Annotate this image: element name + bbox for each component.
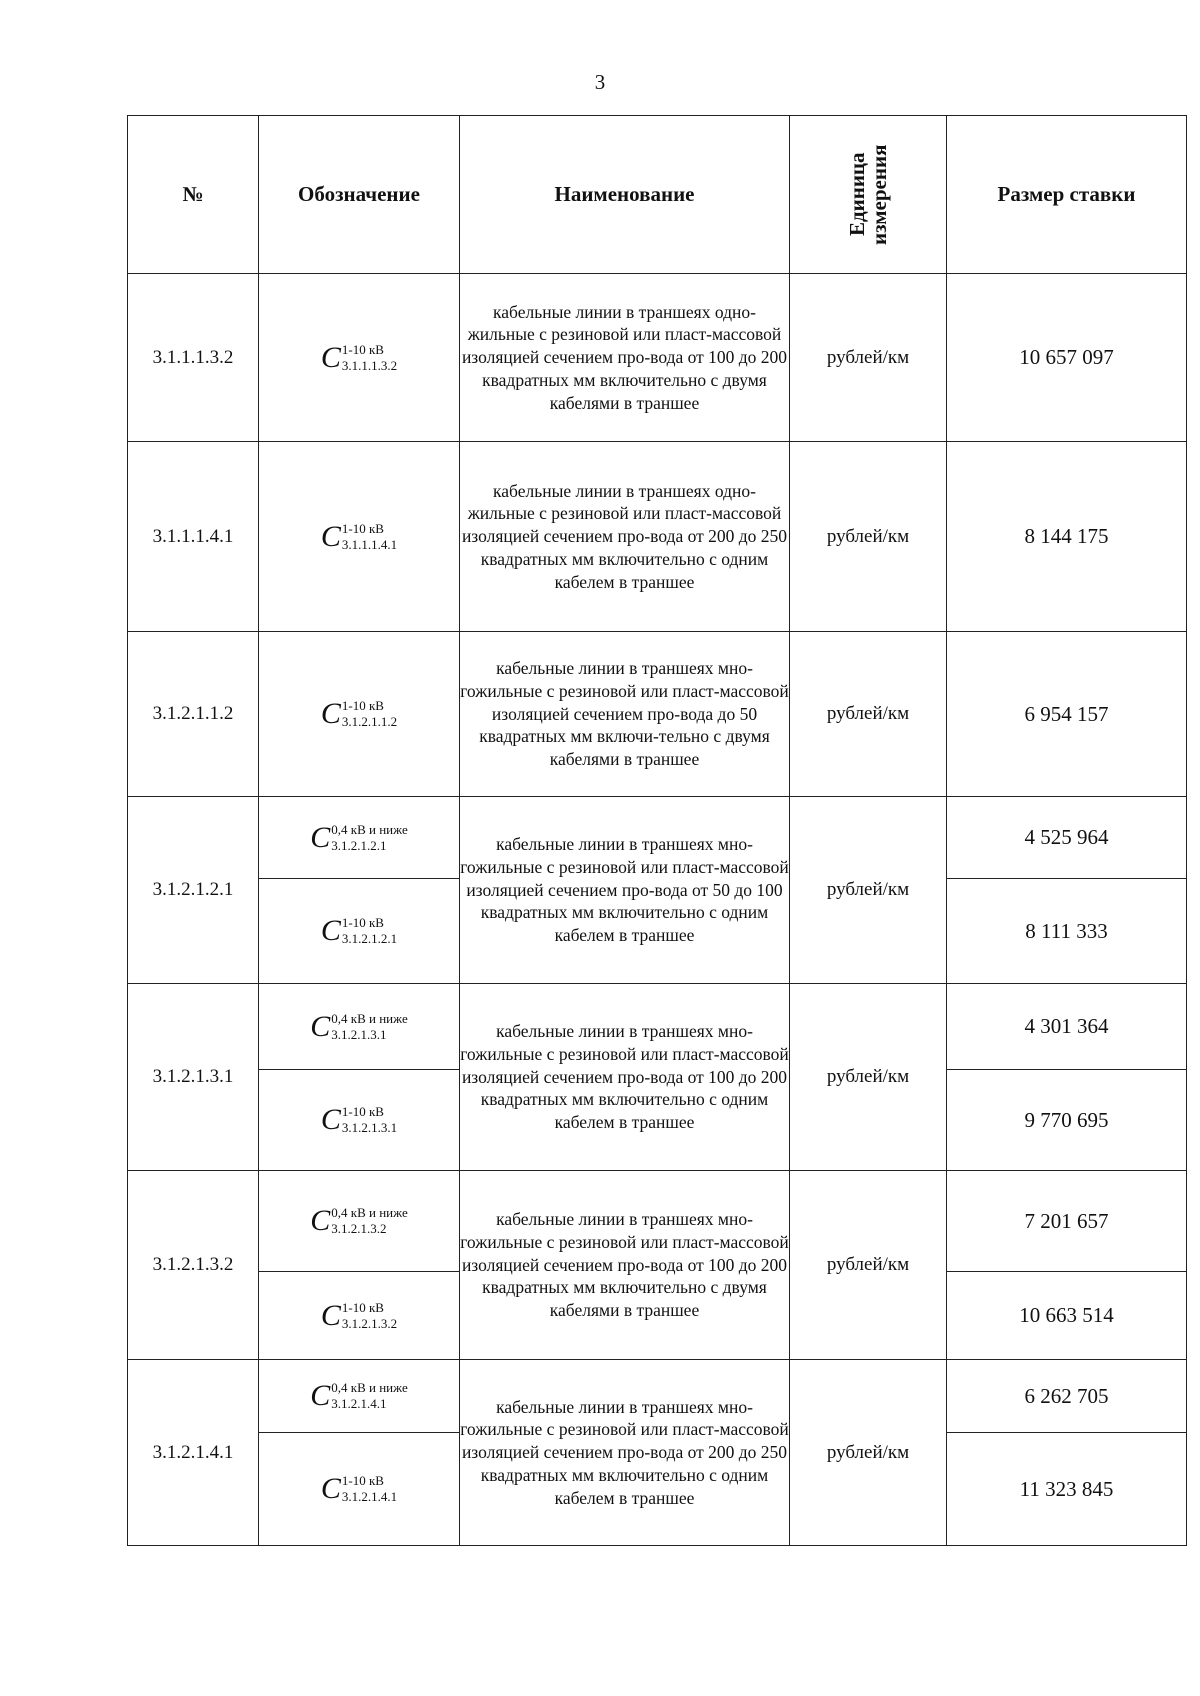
header-unit: Единица измерения — [844, 144, 891, 245]
row-num: 3.1.1.1.4.1 — [128, 442, 259, 632]
symbol-voltage: 0,4 кВ и ниже — [331, 821, 408, 837]
table-row — [128, 442, 1187, 632]
symbol-code: 3.1.2.1.2.1 — [341, 931, 398, 946]
table-row — [128, 632, 1187, 797]
row-num: 3.1.1.1.3.2 — [128, 274, 259, 442]
symbol-voltage: 0,4 кВ и ниже — [331, 1380, 408, 1396]
symbol-voltage: 1-10 кВ — [341, 698, 384, 714]
symbol-letter: C — [310, 1204, 331, 1237]
row-num: 3.1.2.1.3.1 — [128, 984, 259, 1171]
row-unit: рублей/км — [790, 442, 947, 632]
row-num: 3.1.2.1.2.1 — [128, 797, 259, 984]
row-num: 3.1.2.1.3.2 — [128, 1171, 259, 1360]
row-unit: рублей/км — [790, 1360, 947, 1546]
designation-cell — [259, 442, 460, 632]
symbol-indices — [342, 1105, 397, 1134]
table-row — [128, 274, 1187, 442]
row-unit: рублей/км — [790, 632, 947, 797]
designation-cell — [259, 984, 460, 1070]
rate-value: 8 144 175 — [947, 442, 1187, 632]
symbol-code: 3.1.1.1.4.1 — [341, 536, 398, 552]
rate-symbol — [320, 340, 398, 374]
rate-symbol — [321, 916, 397, 946]
row-unit: рублей/км — [790, 1171, 947, 1360]
header-designation: Обозначение — [259, 116, 460, 274]
table-body — [128, 274, 1187, 1546]
symbol-code: 3.1.2.1.3.2 — [341, 1315, 398, 1331]
symbol-voltage: 0,4 кВ и ниже — [331, 1010, 408, 1026]
symbol-voltage: 1-10 кВ — [341, 1299, 384, 1315]
designation-cell — [259, 274, 460, 442]
symbol-voltage: 1-10 кВ — [341, 915, 384, 931]
symbol-code: 3.1.2.1.4.1 — [331, 1396, 387, 1411]
rate-symbol — [321, 1474, 397, 1504]
table-row — [128, 1360, 1187, 1433]
rate-symbol — [321, 699, 397, 729]
rate-symbol — [310, 1009, 408, 1043]
symbol-voltage: 1-10 кВ — [341, 1104, 384, 1120]
rate-symbol — [310, 820, 408, 854]
symbol-letter: C — [310, 1009, 331, 1043]
rate-value: 11 323 845 — [947, 1433, 1187, 1546]
symbol-indices — [342, 1474, 397, 1503]
rate-value: 8 111 333 — [947, 879, 1187, 984]
row-name: кабельные линии в траншеях мно-гожильные с резиновой или пласт-массовой изоляцией сечением про-вода от 200 до 250 квадратных мм включительно с одним кабелем в траншее — [460, 1360, 790, 1546]
rate-value: 6 954 157 — [947, 632, 1187, 797]
row-unit: рублей/км — [790, 984, 947, 1171]
designation-cell — [259, 632, 460, 797]
row-name: кабельные линии в траншеях мно-гожильные с резиновой или пласт-массовой изоляцией сечением про-вода от 50 до 100 квадратных мм включительно с одним кабелем в траншее — [460, 797, 790, 984]
header-num: № — [128, 116, 259, 274]
rates-table — [127, 115, 1187, 1546]
symbol-letter: C — [310, 820, 331, 854]
designation-cell — [259, 879, 460, 984]
rate-symbol — [320, 519, 398, 553]
row-name: кабельные линии в траншеях мно-гожильные с резиновой или пласт-массовой изоляцией сечением про-вода от 100 до 200 квадратных мм включительно с двумя кабелями в траншее — [460, 1171, 790, 1360]
designation-cell — [259, 1272, 460, 1360]
symbol-letter: C — [320, 1298, 341, 1332]
table-row — [128, 797, 1187, 879]
row-name: кабельные линии в траншеях мно-гожильные с резиновой или пласт-массовой изоляцией сечением про-вода до 50 квадратных мм включи-тельно с двумя кабелями в траншее — [460, 632, 790, 797]
row-unit: рублей/км — [790, 274, 947, 442]
symbol-code: 3.1.2.1.3.1 — [341, 1120, 398, 1135]
rate-value: 9 770 695 — [947, 1070, 1187, 1171]
symbol-indices — [331, 1381, 407, 1410]
rate-symbol — [310, 1206, 407, 1236]
symbol-indices — [331, 1012, 407, 1041]
symbol-code: 3.1.2.1.3.2 — [331, 1221, 387, 1236]
symbol-voltage: 0,4 кВ и ниже — [331, 1205, 408, 1221]
symbol-indices — [342, 522, 397, 551]
symbol-voltage: 1-10 кВ — [341, 520, 384, 536]
designation-cell — [259, 1360, 460, 1433]
symbol-indices — [342, 699, 397, 728]
rate-symbol — [320, 1298, 398, 1332]
table-header-row — [128, 116, 1187, 274]
symbol-code: 3.1.2.1.4.1 — [341, 1489, 398, 1504]
symbol-code: 3.1.2.1.3.1 — [331, 1026, 387, 1042]
page-number: 3 — [594, 70, 606, 94]
symbol-letter: C — [320, 519, 341, 553]
rate-value: 6 262 705 — [947, 1360, 1187, 1433]
symbol-code: 3.1.2.1.2.1 — [331, 837, 387, 853]
row-name: кабельные линии в траншеях мно-гожильные с резиновой или пласт-массовой изоляцией сечением про-вода от 100 до 200 квадратных мм включительно с одним кабелем в траншее — [460, 984, 790, 1171]
rate-value: 4 301 364 — [947, 984, 1187, 1070]
symbol-indices — [342, 1301, 397, 1330]
rate-value: 10 657 097 — [947, 274, 1187, 442]
symbol-code: 3.1.1.1.3.2 — [341, 357, 398, 373]
symbol-indices — [342, 343, 397, 372]
symbol-code: 3.1.2.1.1.2 — [341, 714, 398, 729]
rate-value: 4 525 964 — [947, 797, 1187, 879]
table-row — [128, 1171, 1187, 1272]
header-rate: Размер ставки — [947, 116, 1187, 274]
symbol-indices — [331, 823, 407, 852]
table-row — [128, 984, 1187, 1070]
header-unit-wrap — [790, 116, 946, 273]
designation-cell — [259, 1433, 460, 1546]
symbol-letter: C — [320, 697, 341, 730]
symbol-indices — [342, 916, 397, 945]
header-unit-cell — [790, 116, 947, 274]
symbol-letter: C — [320, 1103, 341, 1136]
row-num: 3.1.2.1.4.1 — [128, 1360, 259, 1546]
symbol-letter: C — [310, 1379, 331, 1412]
row-name: кабельные линии в траншеях одно-жильные с резиновой или пласт-массовой изоляцией сечением про-вода от 100 до 200 квадратных мм включительно с двумя кабелями в траншее — [460, 274, 790, 442]
designation-cell — [259, 1070, 460, 1171]
row-unit: рублей/км — [790, 797, 947, 984]
rate-value: 10 663 514 — [947, 1272, 1187, 1360]
symbol-indices — [331, 1206, 407, 1235]
rate-symbol — [321, 1105, 397, 1135]
rate-value: 7 201 657 — [947, 1171, 1187, 1272]
symbol-letter: C — [320, 340, 341, 374]
row-num: 3.1.2.1.1.2 — [128, 632, 259, 797]
row-name: кабельные линии в траншеях одно-жильные с резиновой или пласт-массовой изоляцией сечением про-вода от 200 до 250 квадратных мм включительно с одним кабелем в траншее — [460, 442, 790, 632]
symbol-letter: C — [320, 914, 341, 947]
designation-cell — [259, 1171, 460, 1272]
symbol-voltage: 1-10 кВ — [341, 341, 384, 357]
rate-symbol — [310, 1381, 407, 1411]
designation-cell — [259, 797, 460, 879]
symbol-letter: C — [320, 1472, 341, 1505]
symbol-voltage: 1-10 кВ — [341, 1473, 384, 1489]
header-name: Наименование — [460, 116, 790, 274]
